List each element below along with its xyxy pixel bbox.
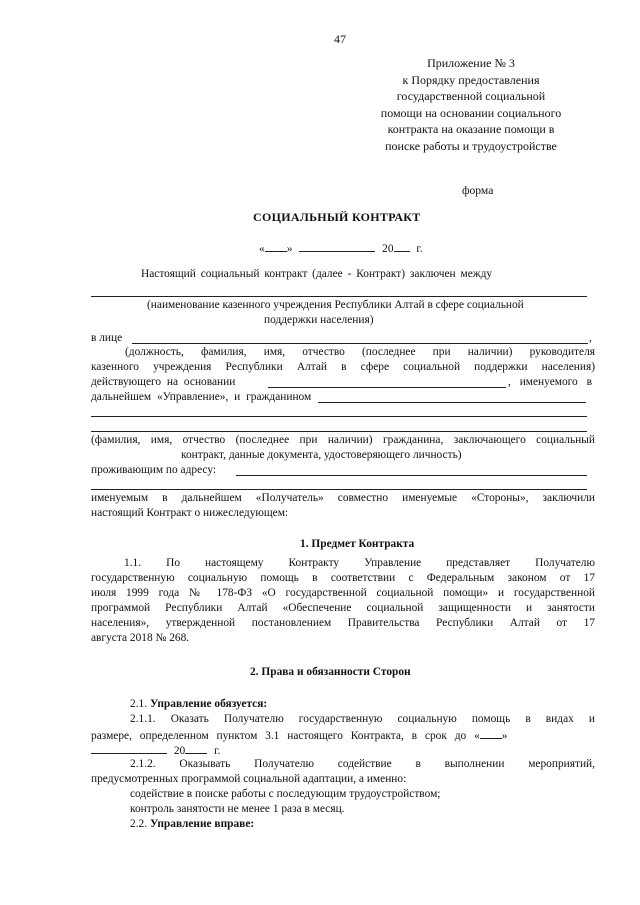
clause-2-1 xyxy=(130,697,267,712)
year-prefix: 20 xyxy=(173,745,186,757)
section-1-line: программой Республики Алтай «Обеспечение социальной защищенности и занятости xyxy=(91,602,595,614)
basis-line xyxy=(268,387,506,388)
year-suffix: г. xyxy=(416,243,423,255)
year-prefix: 20 xyxy=(382,243,394,255)
org-caption-line: поддержки населения) xyxy=(264,314,374,326)
deadline-year-blank xyxy=(185,742,207,754)
official-caption-line: казенного учреждения Республики Алтай в сфере социальной поддержки населения) xyxy=(91,361,595,373)
section-1-line: государственную социальную помощь в соответствии с Федеральным законом от 17 xyxy=(91,572,595,584)
org-caption-line: (наименование казенного учреждения Республики Алтай в сфере социальной xyxy=(147,299,524,311)
clause-number: 2.1. xyxy=(130,698,150,710)
appendix-line: помощи на основании социального xyxy=(380,105,562,120)
month-blank xyxy=(299,240,375,252)
clause-title: Управление обязуется: xyxy=(149,698,268,710)
citizen-line xyxy=(91,431,587,432)
citizen-name-line xyxy=(318,402,586,403)
hereinafter-management: дальнейшем «Управление», и гражданином xyxy=(91,391,312,403)
acting-basis-suffix: , именуемого в xyxy=(508,376,592,388)
close-quote: » xyxy=(286,243,293,255)
section-1-line: 1.1. По настоящему Контракту Управление представляет Получателю xyxy=(124,557,595,569)
contract-date-line xyxy=(259,240,423,257)
org-name-line xyxy=(91,296,587,297)
appendix-line: поиске работы и трудоустройстве xyxy=(385,138,557,153)
clause-title: Управление вправе: xyxy=(149,818,255,830)
parties-text-line: именуемым в дальнейшем «Получатель» совместно именуемые «Стороны», заключили xyxy=(91,492,595,504)
year-suffix: г. xyxy=(214,745,221,757)
close-quote: » xyxy=(501,730,508,742)
in-person-label: в лице xyxy=(91,332,123,344)
official-name-line xyxy=(132,343,588,344)
section-1-line: июля 1999 года № 178-ФЗ «О государственной социальной помощи» и государственной xyxy=(91,587,595,599)
in-person-comma: , xyxy=(589,332,592,344)
appendix-line: государственной социальной xyxy=(396,89,546,104)
deadline-day-blank xyxy=(480,727,502,739)
clause-2-1-1-text: размере, определенном пунктом 3.1 настоящего Контракта, в срок до « xyxy=(91,730,480,742)
appendix-line: к Порядку предоставления xyxy=(402,72,540,87)
clause-2-1-1-line: 2.1.1. Оказать Получателю государственную социальную помощь в видах и xyxy=(130,713,595,725)
section-1-line: августа 2018 № 268. xyxy=(91,632,190,644)
clause-number: 2.2. xyxy=(130,818,150,830)
citizen-caption-line: (фамилия, имя, отчество (последнее при наличии) гражданина, заключающего социальный xyxy=(91,434,595,446)
residing-label: проживающим по адресу: xyxy=(91,464,217,476)
citizen-line xyxy=(91,416,587,417)
clause-2-1-2-line: 2.1.2. Оказывать Получателю содействие в выполнении мероприятий, xyxy=(130,758,595,770)
section-2-heading: 2. Права и обязанности Сторон xyxy=(250,666,411,678)
section-1-heading: 1. Предмет Контракта xyxy=(300,538,415,550)
year-blank xyxy=(394,240,410,252)
clause-2-2 xyxy=(130,817,254,832)
day-blank xyxy=(265,240,287,252)
address-line xyxy=(91,489,587,490)
appendix-block xyxy=(352,55,590,155)
document-title: СОЦИАЛЬНЫЙ КОНТРАКТ xyxy=(253,210,421,224)
deadline-month-blank xyxy=(91,742,167,754)
section-1-line: населения», утвержденной постановлением Правительства Республики Алтай от 17 xyxy=(91,617,595,629)
page-number: 47 xyxy=(334,32,346,46)
form-label: форма xyxy=(462,184,494,197)
acting-basis-label: действующего на основании xyxy=(91,376,236,388)
address-line xyxy=(236,475,587,476)
citizen-caption-line: контракт, данные документа, удостоверяющего личность) xyxy=(181,449,462,461)
parties-text-line: настоящий Контракт о нижеследующем: xyxy=(91,507,289,519)
appendix-line: контракта на оказание помощи в xyxy=(387,122,555,137)
clause-2-1-2-line: предусмотренных программой социальной адаптации, а именно: xyxy=(91,773,407,785)
official-caption-line: (должность, фамилия, имя, отчество (последнее при наличии) руководителя xyxy=(125,346,595,358)
appendix-line: Приложение № 3 xyxy=(427,56,515,70)
clause-2-1-2-line: содействие в поиске работы с последующим трудоустройством; xyxy=(130,788,441,800)
clause-2-1-2-line: контроль занятости не менее 1 раза в месяц. xyxy=(130,803,345,815)
open-quote: « xyxy=(259,243,265,255)
intro-text: Настоящий социальный контракт (далее - Контракт) заключен между xyxy=(141,268,493,280)
